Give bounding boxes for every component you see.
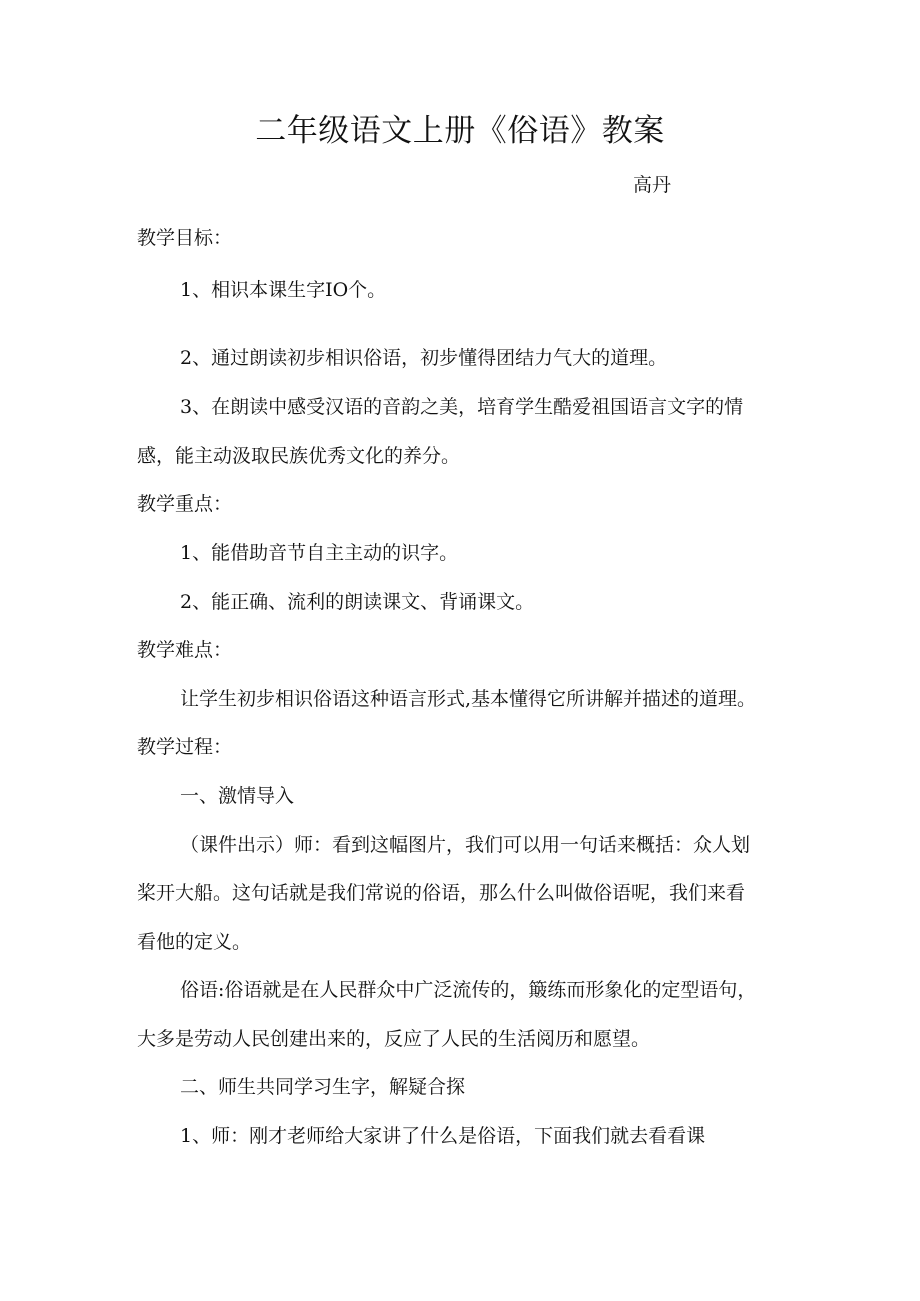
paragraph-3-line-1: 1、师：刚才老师给大家讲了什么是俗语，下面我们就去看看课 <box>180 1125 706 1147</box>
process-heading: 教学过程： <box>137 736 233 758</box>
section-1-title: 一、激情导入 <box>180 785 295 807</box>
document-title: 二年级语文上册《俗语》教案 <box>255 113 665 149</box>
difficulty-heading: 教学难点： <box>137 639 233 661</box>
paragraph-1-line-1: （课件出示）师：看到这幅图片，我们可以用一句话来概括：众人划 <box>180 834 751 856</box>
objective-item-1: 1、相识本课生字IO个。 <box>180 279 387 301</box>
key-points-heading: 教学重点： <box>137 493 233 515</box>
objective-item-2: 2、通过朗读初步相识俗语，初步懂得团结力气大的道理。 <box>180 347 668 369</box>
objective-item-3-line-2: 感，能主动汲取民族优秀文化的养分。 <box>137 445 461 467</box>
paragraph-2-line-2: 大多是劳动人民创建出来的，反应了人民的生活阅历和愿望。 <box>137 1028 651 1050</box>
objectives-heading: 教学目标： <box>137 227 233 249</box>
paragraph-1-line-2: 桨开大船。这句话就是我们常说的俗语，那么什么叫做俗语呢，我们来看 <box>137 882 746 904</box>
objective-item-3-line-1: 3、在朗读中感受汉语的音韵之美，培育学生酷爱祖国语言文字的情 <box>180 396 744 418</box>
paragraph-2-line-1: 俗语:俗语就是在人民群众中广泛流传的，簸练而形象化的定型语句， <box>180 979 757 1001</box>
section-2-title: 二、师生共同学习生字，解疑合探 <box>180 1076 466 1098</box>
author-name: 高丹 <box>633 174 672 196</box>
key-point-item-1: 1、能借助音节自主主动的识字。 <box>180 542 459 564</box>
difficulty-text: 让学生初步相识俗语这种语言形式,基本懂得它所讲解并描述的道理。 <box>180 688 757 710</box>
key-point-item-2: 2、能正确、流利的朗读课文、背诵课文。 <box>180 591 535 613</box>
paragraph-1-line-3: 看他的定义。 <box>137 931 252 953</box>
